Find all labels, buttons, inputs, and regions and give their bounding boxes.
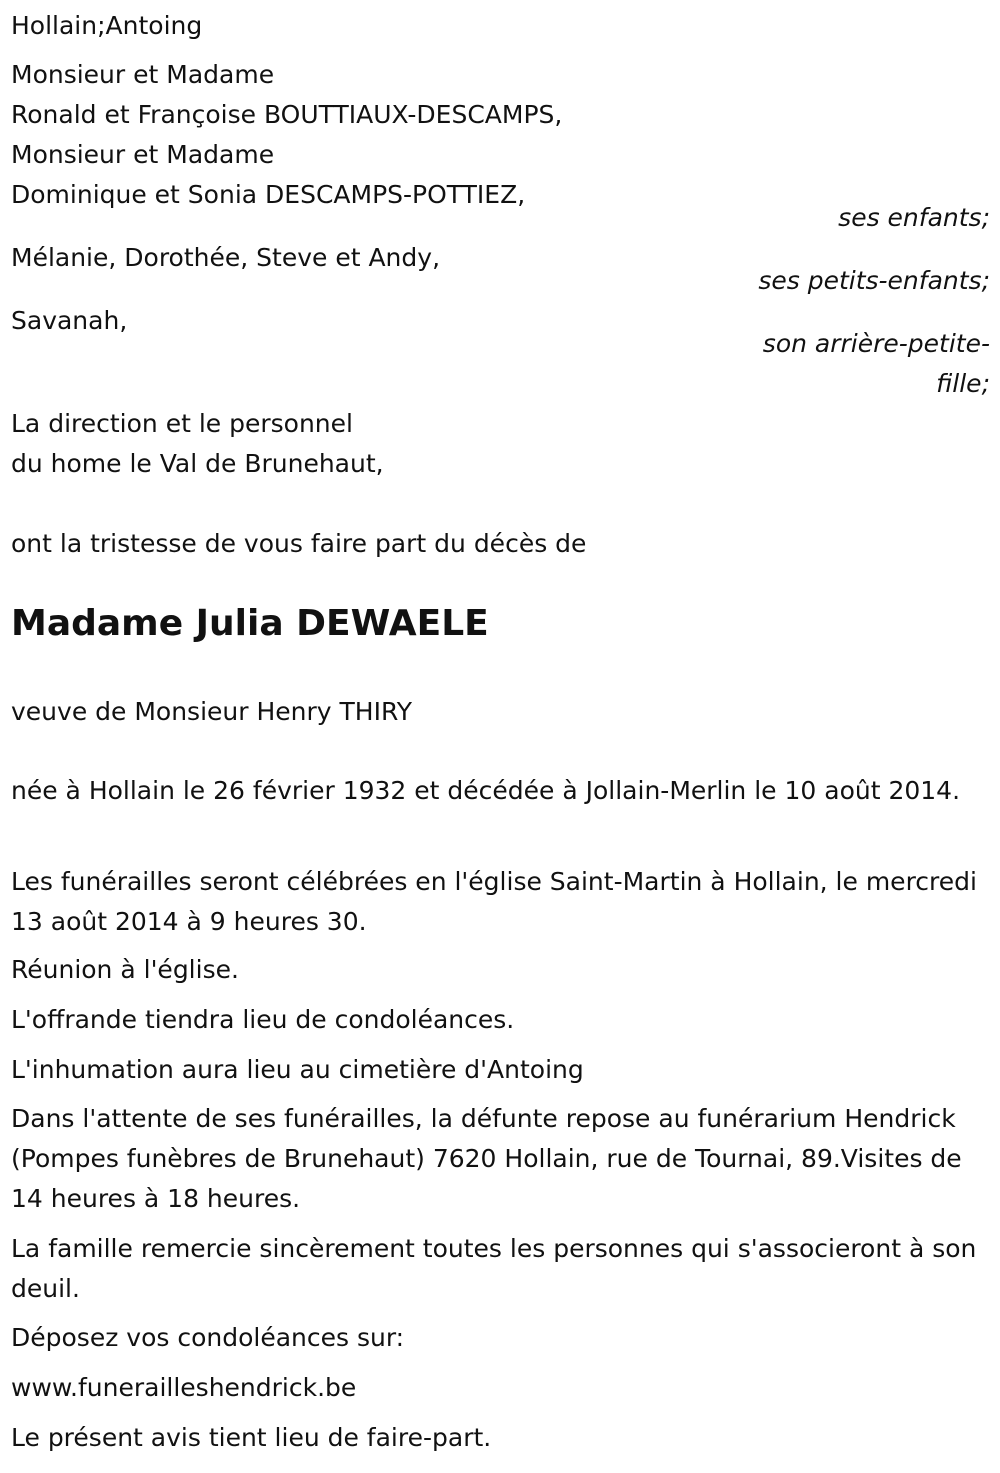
great-grandchild-line: Savanah, [11,306,128,335]
meeting-line: Réunion à l'église. [11,955,239,984]
closing-line: Le présent avis tient lieu de faire-part. [11,1423,492,1452]
children-line-3: Monsieur et Madame [11,140,275,169]
great-grandchild-role-1: son arrière-petite- [762,329,990,358]
children-line-1: Monsieur et Madame [11,60,275,89]
website-link[interactable]: www.funerailleshendrick.be [11,1373,357,1402]
children-line-2: Ronald et Françoise BOUTTIAUX-DESCAMPS, [11,100,563,129]
location-header: Hollain;Antoing [11,11,203,40]
children-role: ses enfants; [838,203,990,232]
birth-death-paragraph: née à Hollain le 26 février 1932 et décédée à Jollain-Merlin le 10 août 2014. [11,776,961,805]
widow-of-line: veuve de Monsieur Henry THIRY [11,697,413,726]
funeral-paragraph: Les funérailles seront célébrées en l'église Saint-Martin à Hollain, le mercredi 13 août 2014 à 9 heures 30. [11,867,977,936]
repose-paragraph: Dans l'attente de ses funérailles, la défunte repose au funérarium Hendrick (Pompes funèbres de Brunehaut) 7620 Hollain, rue de Tournai, 89.Visites de 14 heures à 18 heures. [11,1104,962,1213]
great-grandchild-role-2: fille; [936,369,990,398]
thanks-paragraph: La famille remercie sincèrement toutes les personnes qui s'associeront à son deuil. [11,1234,977,1303]
grandchildren-line: Mélanie, Dorothée, Steve et Andy, [11,243,441,272]
website-line [11,1368,356,1408]
children-line-4: Dominique et Sonia DESCAMPS-POTTIEZ, [11,180,526,209]
offering-line: L'offrande tiendra lieu de condoléances. [11,1005,515,1034]
condolences-label: Déposez vos condoléances sur: [11,1323,405,1352]
home-line-1: La direction et le personnel [11,409,353,438]
grandchildren-role: ses petits-enfants; [758,266,990,295]
home-line-2: du home le Val de Brunehaut, [11,449,384,478]
burial-line: L'inhumation aura lieu au cimetière d'Antoing [11,1055,584,1084]
announcement-text: ont la tristesse de vous faire part du décès de [11,529,587,558]
deceased-name: Madame Julia DEWAELE [11,603,489,644]
